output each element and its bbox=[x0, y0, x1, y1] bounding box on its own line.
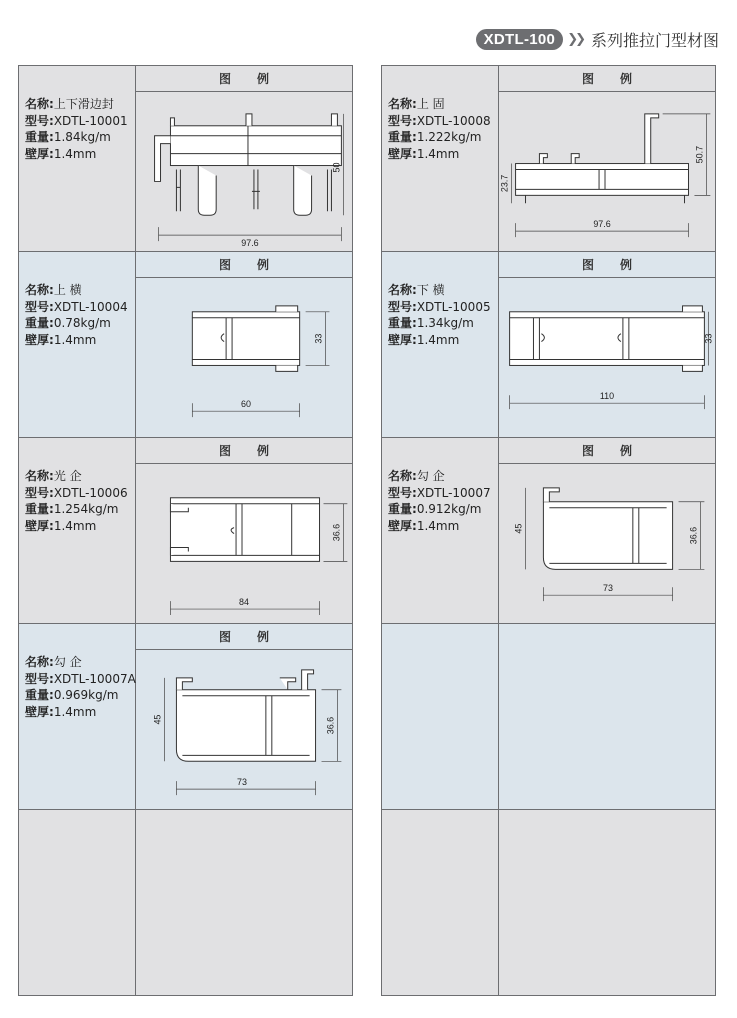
width-dimension: 110 bbox=[599, 391, 615, 402]
figure-head-char: 例 bbox=[620, 258, 633, 272]
profile-weight: 1.84kg/m bbox=[53, 130, 111, 144]
profile-info bbox=[19, 624, 136, 809]
figure-head-char: 图 bbox=[218, 72, 231, 86]
profile-model: XDTL-10004 bbox=[53, 299, 128, 314]
height-dimension: 33 bbox=[703, 333, 714, 344]
height-dimension: 33 bbox=[313, 333, 324, 344]
name-key: 名称: bbox=[388, 283, 417, 297]
model-key: 型号: bbox=[25, 299, 54, 314]
figure-head-char: 例 bbox=[257, 444, 270, 458]
profile-card bbox=[19, 438, 352, 624]
figure-head-char: 例 bbox=[620, 72, 633, 86]
height-dimension: 50 bbox=[331, 162, 342, 173]
profile-name: 上 固 bbox=[416, 97, 445, 111]
profile-thickness: 1.4mm bbox=[416, 146, 460, 161]
weight-key: 重量: bbox=[25, 502, 54, 516]
profile-info bbox=[382, 66, 499, 251]
thickness-key: 壁厚: bbox=[25, 704, 54, 719]
name-key: 名称: bbox=[388, 97, 417, 111]
weight-key: 重量: bbox=[388, 130, 417, 144]
left-column bbox=[18, 65, 353, 996]
profile-card bbox=[19, 624, 352, 810]
figure-header bbox=[136, 438, 352, 464]
thickness-key: 壁厚: bbox=[25, 332, 54, 347]
profile-thickness: 1.4mm bbox=[53, 146, 97, 161]
profile-weight: 1.222kg/m bbox=[416, 130, 482, 144]
thickness-key: 壁厚: bbox=[388, 332, 417, 347]
profile-drawing bbox=[499, 92, 715, 251]
profile-card bbox=[382, 252, 715, 438]
profile-weight: 0.78kg/m bbox=[53, 316, 111, 330]
profile-drawing bbox=[136, 92, 352, 251]
profile-figure bbox=[136, 252, 352, 437]
model-key: 型号: bbox=[25, 485, 54, 500]
width-dimension: 84 bbox=[239, 597, 249, 608]
weight-key: 重量: bbox=[25, 688, 54, 702]
model-key: 型号: bbox=[388, 299, 417, 314]
profile-figure bbox=[499, 438, 715, 623]
weight-key: 重量: bbox=[388, 502, 417, 516]
lower-height-dimension: 23.7 bbox=[499, 174, 510, 193]
profile-drawing bbox=[499, 278, 715, 437]
name-key: 名称: bbox=[25, 283, 54, 297]
profile-figure bbox=[136, 66, 352, 251]
model-key: 型号: bbox=[25, 113, 54, 128]
empty-card bbox=[382, 810, 715, 995]
height-dimension: 50.7 bbox=[694, 145, 705, 164]
thickness-key: 壁厚: bbox=[25, 146, 54, 161]
thickness-key: 壁厚: bbox=[388, 518, 417, 533]
width-dimension: 97.6 bbox=[593, 219, 611, 230]
empty-info bbox=[382, 624, 499, 809]
profile-model: XDTL-10008 bbox=[416, 113, 491, 128]
height-dimension: 36.6 bbox=[688, 526, 699, 545]
profile-thickness: 1.4mm bbox=[416, 518, 460, 533]
thickness-key: 壁厚: bbox=[25, 518, 54, 533]
profile-info bbox=[382, 252, 499, 437]
profile-thickness: 1.4mm bbox=[416, 332, 460, 347]
weight-key: 重量: bbox=[25, 130, 54, 144]
page-title: 系列推拉门型材图 bbox=[590, 31, 719, 50]
profile-name: 下 横 bbox=[416, 283, 445, 297]
figure-head-char: 图 bbox=[581, 72, 594, 86]
weight-key: 重量: bbox=[388, 316, 417, 330]
name-key: 名称: bbox=[388, 469, 417, 483]
name-key: 名称: bbox=[25, 655, 54, 669]
weight-key: 重量: bbox=[25, 316, 54, 330]
profile-figure bbox=[499, 66, 715, 251]
figure-head-char: 图 bbox=[218, 444, 231, 458]
figure-head-char: 图 bbox=[581, 258, 594, 272]
figure-head-char: 例 bbox=[257, 258, 270, 272]
series-badge: XDTL-100 bbox=[476, 29, 564, 50]
figure-header bbox=[136, 252, 352, 278]
profile-name: 勾 企 bbox=[53, 655, 82, 669]
overall-height-dimension: 45 bbox=[152, 714, 163, 725]
figure-head-char: 图 bbox=[218, 630, 231, 644]
model-key: 型号: bbox=[388, 485, 417, 500]
figure-head-char: 图 bbox=[581, 444, 594, 458]
profile-card bbox=[19, 66, 352, 252]
width-dimension: 73 bbox=[237, 777, 247, 788]
width-dimension: 97.6 bbox=[241, 238, 259, 249]
profile-figure bbox=[136, 624, 352, 809]
figure-head-char: 例 bbox=[257, 630, 270, 644]
name-key: 名称: bbox=[25, 97, 54, 111]
profile-drawing bbox=[136, 650, 352, 809]
profile-info bbox=[19, 438, 136, 623]
profile-name: 勾 企 bbox=[416, 469, 445, 483]
profile-info bbox=[19, 66, 136, 251]
profile-model: XDTL-10005 bbox=[416, 299, 491, 314]
figure-head-char: 图 bbox=[218, 258, 231, 272]
profile-drawing bbox=[136, 464, 352, 623]
profile-card bbox=[382, 438, 715, 624]
profile-name: 光 企 bbox=[53, 469, 82, 483]
profile-thickness: 1.4mm bbox=[53, 704, 97, 719]
profile-figure bbox=[499, 252, 715, 437]
figure-header bbox=[136, 624, 352, 650]
model-key: 型号: bbox=[25, 671, 54, 686]
chevron-icon: ❯❯ bbox=[567, 32, 583, 47]
empty-card bbox=[19, 810, 352, 995]
empty-info bbox=[382, 810, 499, 995]
profile-card bbox=[382, 66, 715, 252]
profile-model: XDTL-10007A bbox=[53, 671, 136, 686]
width-dimension: 60 bbox=[241, 399, 251, 410]
empty-info bbox=[19, 810, 136, 995]
profile-info bbox=[382, 438, 499, 623]
figure-header bbox=[136, 66, 352, 92]
height-dimension: 36.6 bbox=[331, 523, 342, 542]
thickness-key: 壁厚: bbox=[388, 146, 417, 161]
profile-figure bbox=[136, 438, 352, 623]
profile-drawing bbox=[136, 278, 352, 437]
profile-weight: 0.969kg/m bbox=[53, 688, 119, 702]
figure-head-char: 例 bbox=[620, 444, 633, 458]
profile-weight: 0.912kg/m bbox=[416, 502, 482, 516]
profile-thickness: 1.4mm bbox=[53, 518, 97, 533]
name-key: 名称: bbox=[25, 469, 54, 483]
figure-header bbox=[499, 438, 715, 464]
profile-name: 上下滑边封 bbox=[53, 97, 114, 111]
profile-name: 上 横 bbox=[53, 283, 82, 297]
right-column bbox=[381, 65, 716, 996]
empty-card bbox=[382, 624, 715, 810]
profile-weight: 1.34kg/m bbox=[416, 316, 474, 330]
figure-header bbox=[499, 252, 715, 278]
figure-header bbox=[499, 66, 715, 92]
profile-weight: 1.254kg/m bbox=[53, 502, 119, 516]
profile-model: XDTL-10006 bbox=[53, 485, 128, 500]
figure-head-char: 例 bbox=[257, 72, 270, 86]
profile-thickness: 1.4mm bbox=[53, 332, 97, 347]
profile-drawing bbox=[499, 464, 715, 623]
profile-card bbox=[19, 252, 352, 438]
profile-info bbox=[19, 252, 136, 437]
page-header bbox=[476, 28, 719, 51]
width-dimension: 73 bbox=[603, 583, 613, 594]
profile-model: XDTL-10001 bbox=[53, 113, 128, 128]
profile-model: XDTL-10007 bbox=[416, 485, 491, 500]
overall-height-dimension: 45 bbox=[513, 523, 524, 534]
model-key: 型号: bbox=[388, 113, 417, 128]
height-dimension: 36.6 bbox=[325, 716, 336, 735]
